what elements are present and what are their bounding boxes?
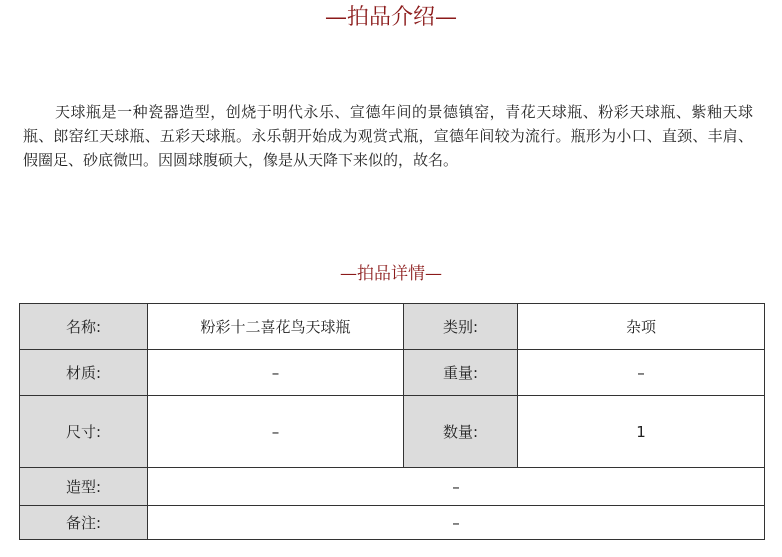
details-title: —拍品详情— bbox=[340, 264, 442, 284]
intro-title: —拍品介绍— bbox=[324, 5, 457, 30]
details-table bbox=[19, 303, 765, 540]
size-label: 尺寸: bbox=[20, 396, 148, 468]
name-value: 粉彩十二喜花鸟天球瓶 bbox=[148, 304, 404, 350]
table-row bbox=[20, 396, 765, 468]
category-value: 杂项 bbox=[518, 304, 765, 350]
material-label: 材质: bbox=[20, 350, 148, 396]
material-value: – bbox=[148, 350, 404, 396]
weight-value: – bbox=[518, 350, 765, 396]
remark-label: 备注: bbox=[20, 506, 148, 540]
intro-paragraph: 天球瓶是一种瓷器造型，创烧于明代永乐、宣德年间的景德镇窑，青花天球瓶、粉彩天球瓶、紫釉天球瓶、郎窑红天球瓶、五彩天球瓶。永乐朝开始成为观赏式瓶，宣德年间较为流行。瓶形为小口、直颈、丰肩、假圈足、砂底微凹。因圆球腹硕大，像是从天降下来似的，故名。 bbox=[23, 103, 753, 169]
weight-label: 重量: bbox=[404, 350, 518, 396]
table-row bbox=[20, 350, 765, 396]
quantity-value: 1 bbox=[518, 396, 765, 468]
shape-label: 造型: bbox=[20, 468, 148, 506]
remark-value: – bbox=[148, 506, 765, 540]
size-value: – bbox=[148, 396, 404, 468]
quantity-label: 数量: bbox=[404, 396, 518, 468]
category-label: 类别: bbox=[404, 304, 518, 350]
table-row bbox=[20, 304, 765, 350]
shape-value: – bbox=[148, 468, 765, 506]
table-row bbox=[20, 468, 765, 506]
name-label: 名称: bbox=[20, 304, 148, 350]
table-row bbox=[20, 506, 765, 540]
